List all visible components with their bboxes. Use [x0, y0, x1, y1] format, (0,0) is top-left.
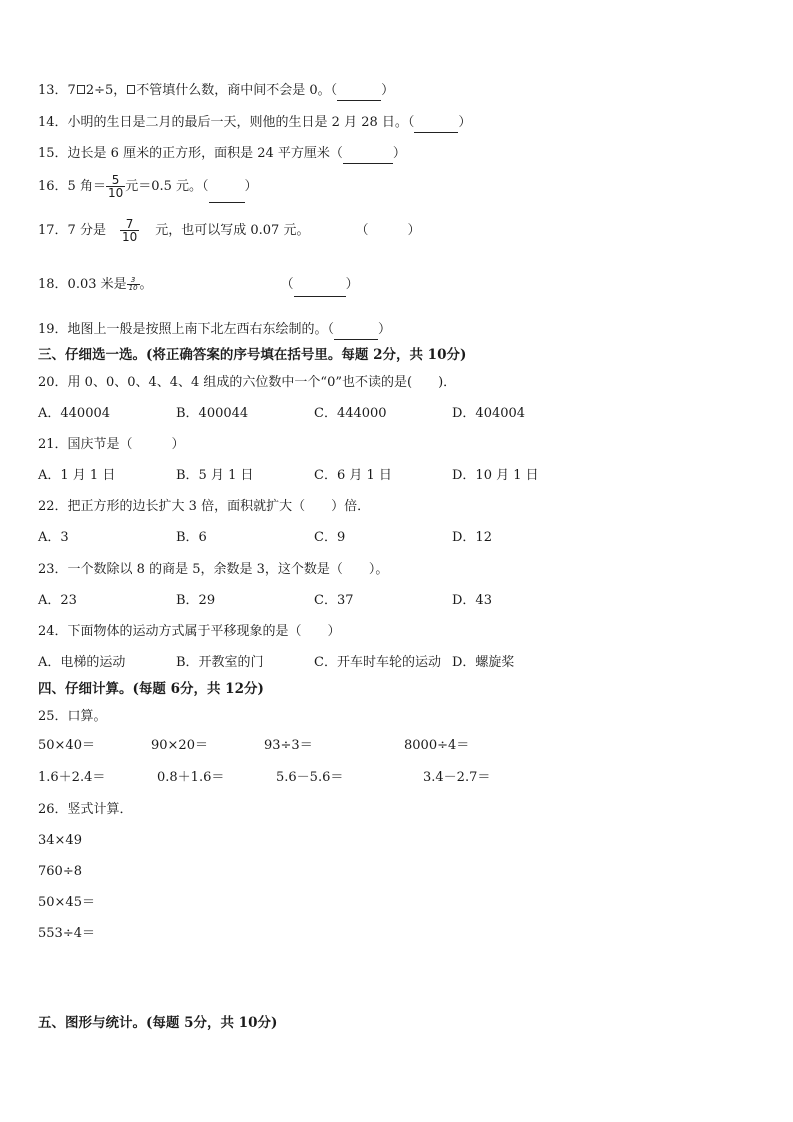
question-21: 21．国庆节是（ ） — [38, 437, 185, 452]
fraction: $\frac{5}{10}$ — [107, 173, 124, 200]
blank-square-icon — [77, 85, 85, 94]
question-17: 17．7 分是 $\frac{7}{10}$ 元，也可以写成 0.07 元。 （ ） — [38, 217, 421, 244]
section-4-heading: 四、仔细计算。(每题 6分，共 12分) — [38, 681, 264, 697]
option-b[interactable]: B．5 月 1 日 — [176, 468, 254, 483]
answer-blank[interactable] — [337, 82, 381, 101]
blank-square-icon — [127, 85, 135, 94]
question-14: 14．小明的生日是二月的最后一天，则他的生日是 2 月 28 日。（ ） — [38, 114, 471, 133]
option-b[interactable]: B．6 — [176, 530, 207, 545]
option-a[interactable]: A．电梯的运动 — [38, 655, 126, 670]
option-b[interactable]: B．400044 — [176, 406, 249, 421]
question-22: 22．把正方形的边长扩大 3 倍，面积就扩大（ ）倍． — [38, 499, 371, 514]
section-5-heading: 五、图形与统计。(每题 5分，共 10分) — [38, 1015, 278, 1031]
question-23: 23．一个数除以 8 的商是 5，余数是 3，这个数是（ ）。 — [38, 562, 389, 577]
option-c[interactable]: C．6 月 1 日 — [314, 468, 392, 483]
option-d[interactable]: D．43 — [452, 593, 492, 608]
question-18: 18．0.03 米是 $\frac{3}{10}$ 。 （ ） — [38, 274, 359, 297]
option-c[interactable]: C．37 — [314, 593, 354, 608]
answer-blank[interactable] — [209, 172, 245, 203]
question-15: 15．边长是 6 厘米的正方形，面积是 24 平方厘米（ ） — [38, 145, 406, 164]
option-d[interactable]: D．螺旋桨 — [452, 655, 515, 670]
question-19: 19．地图上一般是按照上南下北左西右东绘制的。（ ） — [38, 321, 391, 340]
option-a[interactable]: A．440004 — [38, 406, 111, 421]
calc-item: 90×20＝ — [151, 738, 208, 753]
calc-item: 50×45＝ — [38, 895, 95, 910]
option-c[interactable]: C．9 — [314, 530, 346, 545]
option-d[interactable]: D．12 — [452, 530, 492, 545]
question-24: 24．下面物体的运动方式属于平移现象的是（ ） — [38, 624, 341, 639]
calc-item: 5.6－5.6＝ — [276, 770, 344, 785]
fraction: $\frac{7}{10}$ — [121, 217, 138, 244]
question-13: 13．7 2÷5， 不管填什么数，商中间不会是 0。（ ） — [38, 82, 394, 101]
question-20: 20．用 0、0、0、4、4、4 组成的六位数中一个“0”也不读的是( )． — [38, 375, 457, 390]
calc-item: 760÷8 — [38, 864, 82, 879]
question-26: 26．竖式计算． — [38, 802, 133, 817]
option-d[interactable]: D．404004 — [452, 406, 526, 421]
question-16: 16．5 角＝ $\frac{5}{10}$ 元＝0.5 元。（ ） — [38, 172, 258, 203]
option-c[interactable]: C．444000 — [314, 406, 387, 421]
option-b[interactable]: B．开教室的门 — [176, 655, 264, 670]
option-b[interactable]: B．29 — [176, 593, 216, 608]
answer-blank[interactable] — [334, 321, 378, 340]
calc-item: 3.4－2.7＝ — [423, 770, 491, 785]
calc-item: 34×49 — [38, 833, 82, 848]
calc-item: 50×40＝ — [38, 738, 95, 753]
option-a[interactable]: A．3 — [38, 530, 69, 545]
calc-item: 93÷3＝ — [264, 738, 313, 753]
answer-blank[interactable] — [294, 274, 346, 297]
option-a[interactable]: A．1 月 1 日 — [38, 468, 116, 483]
fraction: $\frac{3}{10}$ — [128, 276, 138, 292]
calc-item: 8000÷4＝ — [404, 738, 470, 753]
question-25: 25．口算。 — [38, 709, 107, 724]
section-3-heading: 三、仔细选一选。(将正确答案的序号填在括号里。每题 2分，共 10分) — [38, 347, 467, 363]
option-d[interactable]: D．10 月 1 日 — [452, 468, 539, 483]
calc-item: 1.6＋2.4＝ — [38, 770, 106, 785]
answer-blank[interactable] — [343, 145, 393, 164]
calc-item: 0.8＋1.6＝ — [157, 770, 225, 785]
option-a[interactable]: A．23 — [38, 593, 77, 608]
answer-blank[interactable] — [414, 114, 458, 133]
option-c[interactable]: C．开车时车轮的运动 — [314, 655, 441, 670]
calc-item: 553÷4＝ — [38, 926, 95, 941]
answer-paren[interactable]: （ ） — [355, 223, 421, 238]
